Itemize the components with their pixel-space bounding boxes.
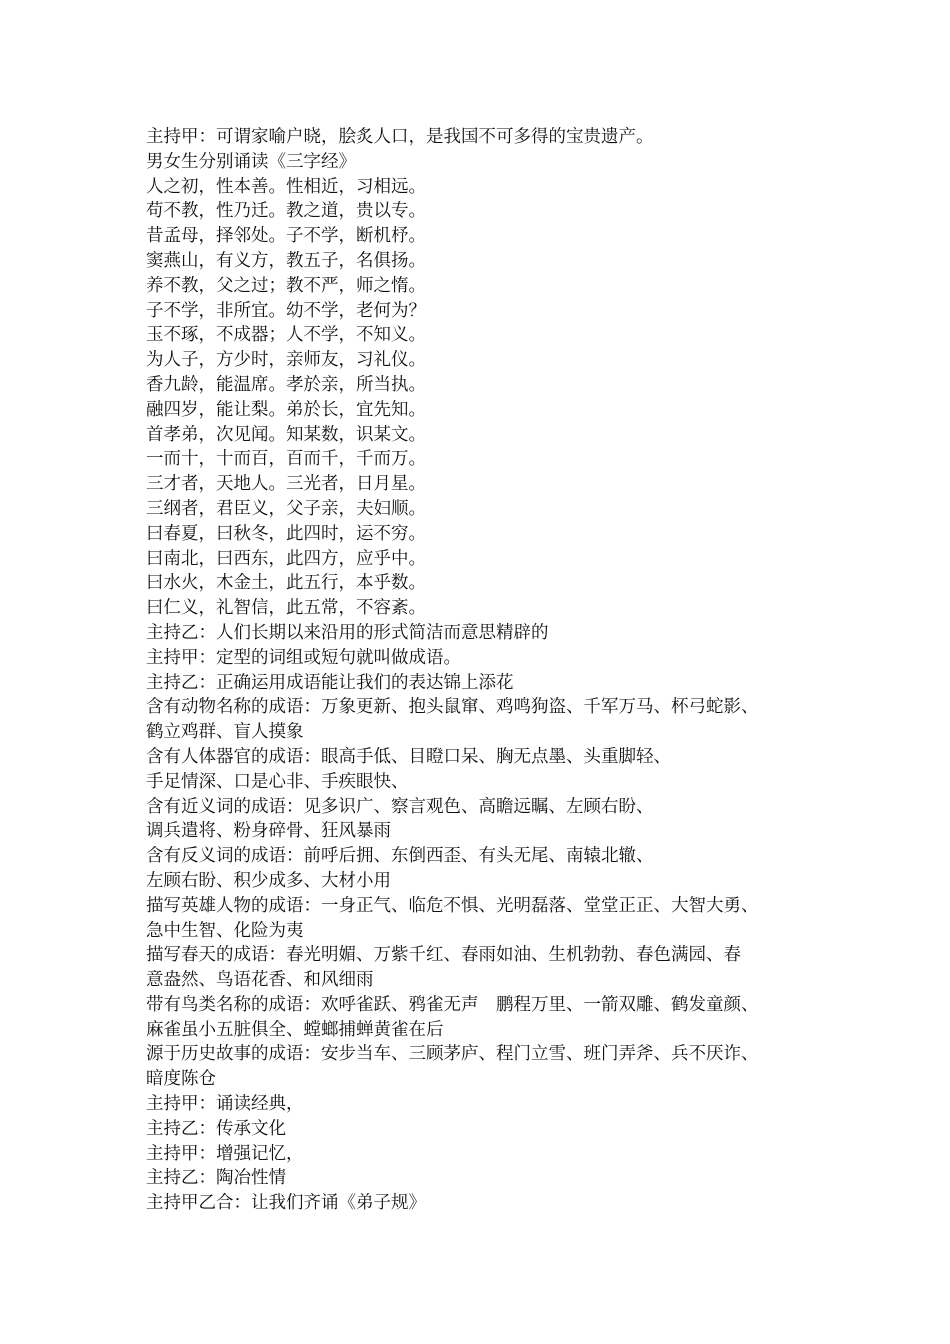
text-line: 人之初，性本善。性相近，习相远。 <box>146 176 426 197</box>
text-line: 麻雀虽小五脏俱全、螳螂捕蝉黄雀在后 <box>146 1019 444 1040</box>
text-line: 主持乙：陶冶性情 <box>146 1168 286 1189</box>
text-line: 玉不琢，不成器；人不学，不知义。 <box>146 325 426 346</box>
text-line: 描写英雄人物的成语：一身正气、临危不惧、光明磊落、堂堂正正、大智大勇、 <box>146 895 759 916</box>
text-line: 首孝弟，次见闻。知某数，识某文。 <box>146 424 426 445</box>
text-line: 主持乙：正确运用成语能让我们的表达锦上添花 <box>146 672 514 693</box>
text-line: 昔孟母，择邻处。子不学，断机杼。 <box>146 226 426 247</box>
text-line: 主持乙：传承文化 <box>146 1118 286 1139</box>
text-line: 鹤立鸡群、盲人摸象 <box>146 722 304 743</box>
text-line: 主持乙：人们长期以来沿用的形式简洁而意思精辟的 <box>146 622 549 643</box>
text-line: 急中生智、化险为夷 <box>146 920 304 941</box>
text-line: 曰春夏，曰秋冬，此四时，运不穷。 <box>146 523 426 544</box>
text-line: 含有人体器官的成语：眼高手低、目瞪口呆、胸无点墨、头重脚轻、 <box>146 746 671 767</box>
text-line: 手足情深、口是心非、手疾眼快、 <box>146 771 409 792</box>
text-line: 子不学，非所宜。幼不学，老何为？ <box>146 300 426 321</box>
text-line: 描写春天的成语：春光明媚、万紫千红、春雨如油、生机勃勃、春色满园、春 <box>146 945 741 966</box>
text-line: 源于历史故事的成语：安步当车、三顾茅庐、程门立雪、班门弄斧、兵不厌诈、 <box>146 1044 759 1065</box>
document-body <box>146 125 826 1216</box>
text-line: 含有反义词的成语：前呼后拥、东倒西歪、有头无尾、南辕北辙、 <box>146 846 654 867</box>
text-line: 苟不教，性乃迁。教之道，贵以专。 <box>146 201 426 222</box>
text-line: 窦燕山，有义方，教五子，名俱扬。 <box>146 250 426 271</box>
text-line: 意盎然、鸟语花香、和风细雨 <box>146 970 374 991</box>
text-line: 三纲者，君臣义，父子亲，夫妇顺。 <box>146 498 426 519</box>
text-line: 含有近义词的成语：见多识广、察言观色、高瞻远瞩、左顾右盼、 <box>146 796 654 817</box>
text-line: 养不教，父之过；教不严，师之惰。 <box>146 275 426 296</box>
text-line: 主持甲：增强记忆， <box>146 1143 304 1164</box>
text-line: 三才者，天地人。三光者，日月星。 <box>146 474 426 495</box>
text-line: 含有动物名称的成语：万象更新、抱头鼠窜、鸡鸣狗盗、千军万马、杯弓蛇影、 <box>146 697 759 718</box>
text-line: 暗度陈仓 <box>146 1069 216 1090</box>
text-line: 融四岁，能让梨。弟於长，宜先知。 <box>146 399 426 420</box>
text-line: 为人子，方少时，亲师友，习礼仪。 <box>146 350 426 371</box>
text-line: 男女生分别诵读《三字经》 <box>146 151 356 172</box>
text-line: 主持甲乙合：让我们齐诵《弟子规》 <box>146 1193 426 1214</box>
text-line: 曰水火，木金土，此五行，本乎数。 <box>146 573 426 594</box>
text-line: 调兵遣将、粉身碎骨、狂风暴雨 <box>146 821 391 842</box>
text-line: 主持甲：诵读经典， <box>146 1094 304 1115</box>
text-line: 曰仁义，礼智信，此五常，不容紊。 <box>146 598 426 619</box>
text-line: 香九龄，能温席。孝於亲，所当执。 <box>146 374 426 395</box>
text-line: 带有鸟类名称的成语：欢呼雀跃、鸦雀无声 鹏程万里、一箭双雕、鹤发童颜、 <box>146 994 759 1015</box>
text-line: 主持甲：定型的词组或短句就叫做成语。 <box>146 647 461 668</box>
text-line: 曰南北，曰西东，此四方，应乎中。 <box>146 548 426 569</box>
text-line: 左顾右盼、积少成多、大材小用 <box>146 870 391 891</box>
text-line: 主持甲：可谓家喻户晓，脍炙人口，是我国不可多得的宝贵遗产。 <box>146 127 654 147</box>
text-line: 一而十，十而百，百而千，千而万。 <box>146 449 426 470</box>
